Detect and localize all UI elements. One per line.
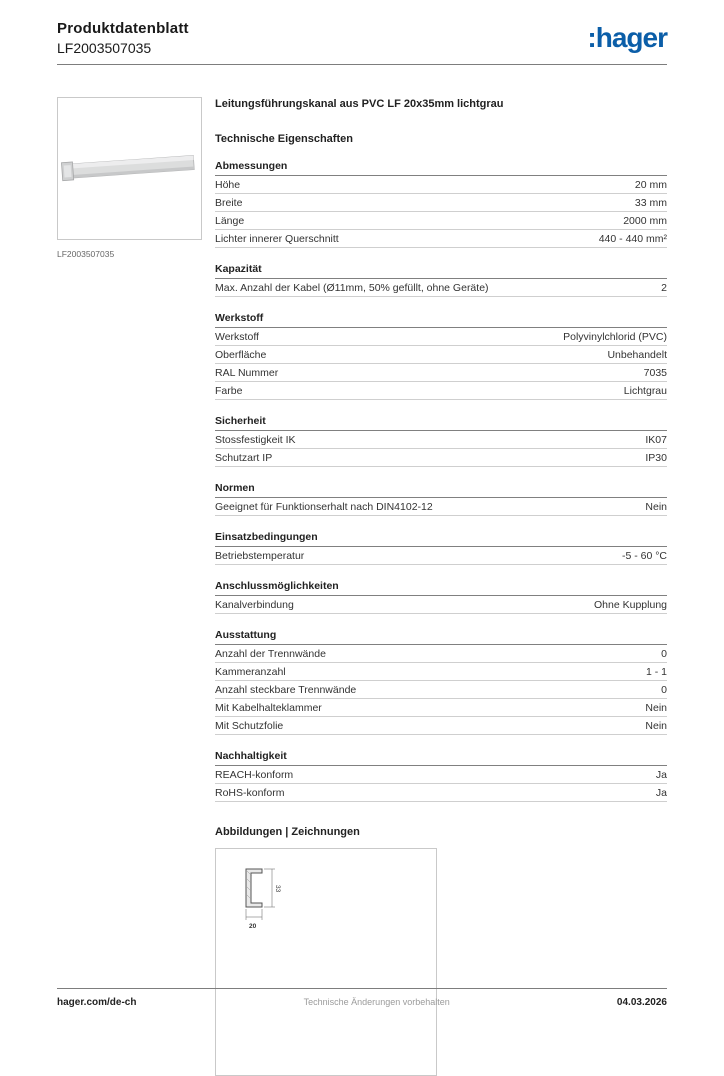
spec-value: Polyvinylchlorid (PVC) xyxy=(563,330,667,343)
spec-label: RoHS-konform xyxy=(215,786,285,799)
spec-row xyxy=(215,596,667,614)
section-title: Werkstoff xyxy=(215,308,667,328)
spec-label: REACH-konform xyxy=(215,768,294,781)
technical-drawing xyxy=(222,855,332,950)
page-footer xyxy=(57,988,667,1008)
spec-label: Werkstoff xyxy=(215,330,259,343)
document-reference: LF2003507035 xyxy=(57,40,152,56)
spec-row xyxy=(215,431,667,449)
dimension-height-label: 33 xyxy=(274,885,281,893)
spec-label: Anzahl der Trennwände xyxy=(215,647,326,660)
spec-section xyxy=(215,746,667,802)
spec-sections xyxy=(215,156,667,802)
technical-drawing-frame xyxy=(215,848,437,1076)
spec-label: Lichter innerer Querschnitt xyxy=(215,232,339,245)
spec-row xyxy=(215,766,667,784)
spec-value: Ohne Kupplung xyxy=(594,598,667,611)
spec-row xyxy=(215,364,667,382)
spec-label: Betriebstemperatur xyxy=(215,549,305,562)
spec-row xyxy=(215,784,667,802)
tech-properties-title: Technische Eigenschaften xyxy=(215,133,353,146)
spec-row xyxy=(215,194,667,212)
spec-section xyxy=(215,576,667,614)
spec-value: 7035 xyxy=(643,366,667,379)
product-image-caption: LF2003507035 xyxy=(57,249,115,259)
section-title: Einsatzbedingungen xyxy=(215,527,667,547)
spec-label: Kanalverbindung xyxy=(215,598,294,611)
spec-label: Kammeranzahl xyxy=(215,665,286,678)
dimension-width-label: 20 xyxy=(249,923,257,931)
spec-section xyxy=(215,625,667,735)
spec-label: Mit Schutzfolie xyxy=(215,719,284,732)
spec-row xyxy=(215,663,667,681)
product-title: Leitungsführungskanal aus PVC LF 20x35mm lichtgrau xyxy=(215,98,504,110)
spec-label: Max. Anzahl der Kabel (Ø11mm, 50% gefüllt, ohne Geräte) xyxy=(215,281,489,294)
spec-value: IK07 xyxy=(645,433,667,446)
spec-value: 0 xyxy=(661,683,667,696)
spec-row xyxy=(215,717,667,735)
spec-label: Länge xyxy=(215,214,245,227)
spec-row xyxy=(215,346,667,364)
spec-value: Nein xyxy=(645,701,667,714)
footer-disclaimer: Technische Änderungen vorbehalten xyxy=(303,997,450,1007)
spec-value: IP30 xyxy=(645,451,667,464)
spec-value: Lichtgrau xyxy=(623,384,667,397)
spec-row xyxy=(215,498,667,516)
spec-section xyxy=(215,411,667,467)
section-title: Normen xyxy=(215,478,667,498)
spec-row xyxy=(215,382,667,400)
spec-value: Nein xyxy=(645,500,667,513)
product-image xyxy=(58,98,201,239)
spec-section xyxy=(215,308,667,400)
spec-row xyxy=(215,449,667,467)
spec-row xyxy=(215,328,667,346)
spec-section xyxy=(215,478,667,516)
spec-label: Anzahl steckbare Trennwände xyxy=(215,683,357,696)
spec-value: 2000 mm xyxy=(623,214,667,227)
spec-value: 440 - 440 mm² xyxy=(598,232,667,245)
spec-row xyxy=(215,547,667,565)
spec-section xyxy=(215,259,667,297)
hager-logo: :hager xyxy=(587,22,667,53)
spec-row xyxy=(215,699,667,717)
drawings-title: Abbildungen | Zeichnungen xyxy=(215,826,360,839)
footer-website: hager.com/de-ch xyxy=(57,997,137,1008)
spec-value: -5 - 60 °C xyxy=(621,549,667,562)
section-title: Abmessungen xyxy=(215,156,667,176)
spec-value: Ja xyxy=(655,768,667,781)
right-column xyxy=(215,97,667,1076)
spec-label: RAL Nummer xyxy=(215,366,279,379)
section-title: Nachhaltigkeit xyxy=(215,746,667,766)
main-content xyxy=(57,97,667,1076)
footer-date: 04.03.2026 xyxy=(616,997,667,1008)
page-header xyxy=(57,20,667,65)
spec-value: 33 mm xyxy=(634,196,667,209)
spec-value: 2 xyxy=(661,281,667,294)
spec-row xyxy=(215,212,667,230)
spec-value: Ja xyxy=(655,786,667,799)
spec-value: 20 mm xyxy=(634,178,667,191)
section-title: Ausstattung xyxy=(215,625,667,645)
spec-label: Mit Kabelhalteklammer xyxy=(215,701,322,714)
spec-label: Breite xyxy=(215,196,243,209)
spec-label: Farbe xyxy=(215,384,243,397)
spec-row xyxy=(215,681,667,699)
spec-row xyxy=(215,230,667,248)
spec-row xyxy=(215,645,667,663)
spec-value: 1 - 1 xyxy=(645,665,667,678)
spec-label: Höhe xyxy=(215,178,241,191)
product-image-frame xyxy=(57,97,202,240)
spec-label: Schutzart IP xyxy=(215,451,273,464)
spec-row xyxy=(215,279,667,297)
spec-label: Geeignet für Funktionserhalt nach DIN4102-12 xyxy=(215,500,433,513)
section-title: Anschlussmöglichkeiten xyxy=(215,576,667,596)
spec-section xyxy=(215,156,667,248)
spec-row xyxy=(215,176,667,194)
spec-label: Stossfestigkeit IK xyxy=(215,433,296,446)
spec-value: 0 xyxy=(661,647,667,660)
spec-value: Nein xyxy=(645,719,667,732)
document-title: Produktdatenblatt xyxy=(57,20,189,37)
spec-value: Unbehandelt xyxy=(607,348,667,361)
section-title: Sicherheit xyxy=(215,411,667,431)
section-title: Kapazität xyxy=(215,259,667,279)
spec-section xyxy=(215,527,667,565)
left-column xyxy=(57,97,202,1076)
header-titles xyxy=(57,20,189,56)
spec-label: Oberfläche xyxy=(215,348,267,361)
